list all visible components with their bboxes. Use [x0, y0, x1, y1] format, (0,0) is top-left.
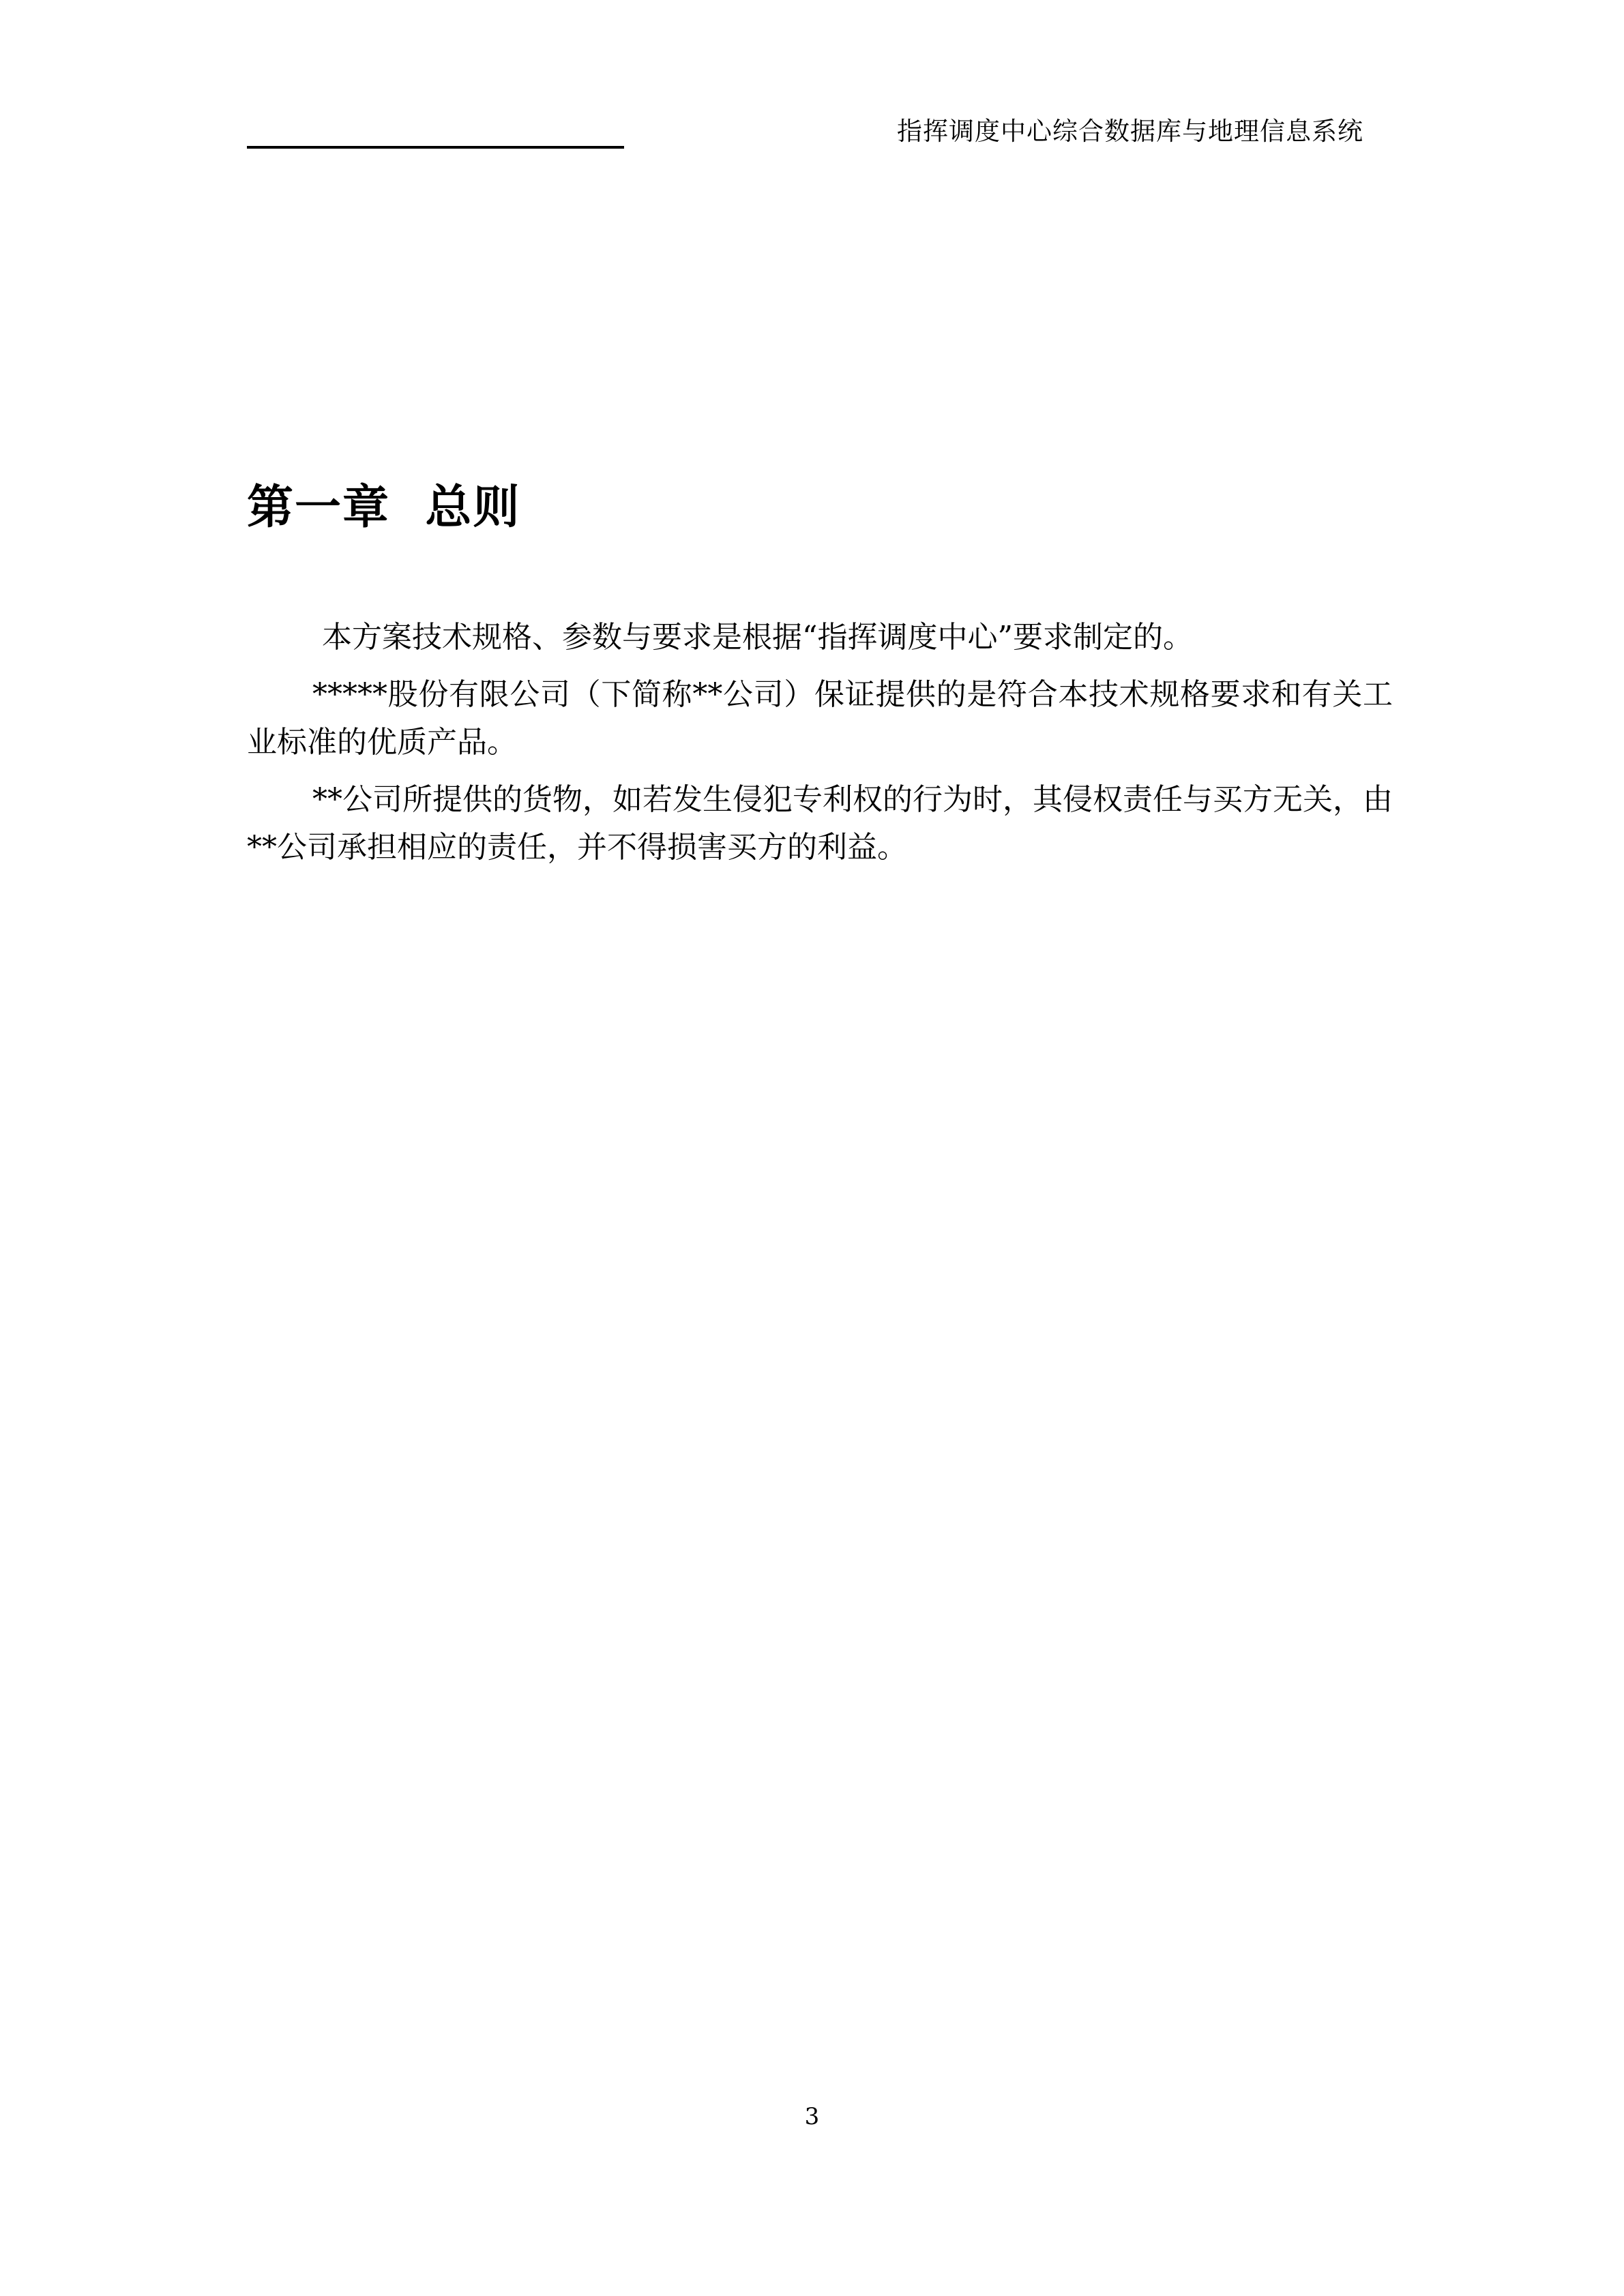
paragraph-1: 本方案技术规格、参数与要求是根据“指挥调度中心”要求制定的。 [312, 620, 1193, 655]
running-header-title: 指挥调度中心综合数据库与地理信息系统 [897, 117, 1363, 146]
chapter-title: 第一章 总则 [247, 481, 521, 535]
header-rule [247, 146, 624, 149]
paragraph-2: *****股份有限公司（下简称**公司）保证提供的是符合本技术规格要求和有关工业标准的优质产品。 [247, 677, 1393, 760]
body-text [247, 614, 1393, 881]
page-number: 3 [804, 2103, 820, 2130]
paragraph-3: **公司所提供的货物，如若发生侵犯专利权的行为时，其侵权责任与买方无关，由**公司承担相应的责任，并不得损害买方的利益。 [247, 782, 1393, 865]
